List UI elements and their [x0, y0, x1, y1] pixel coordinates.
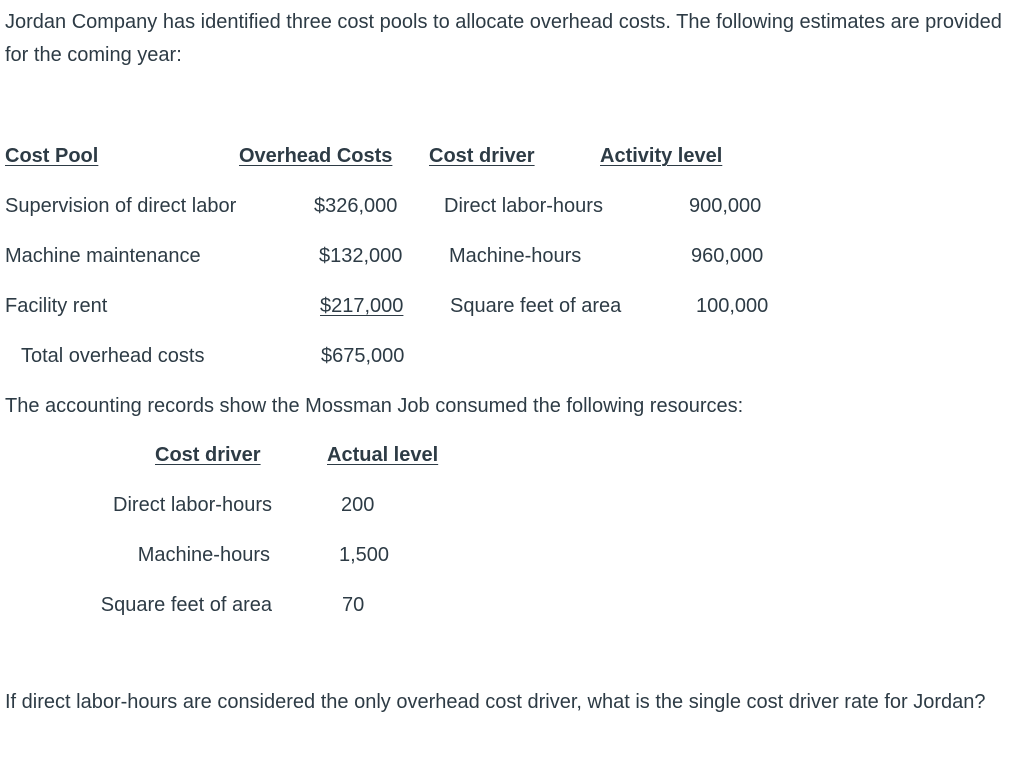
header-cost-driver: Cost driver	[429, 145, 535, 167]
row2-cost-driver: Machine-hours	[449, 245, 582, 267]
t2-row1-level: 200	[341, 494, 375, 516]
total-overhead-label: Total overhead costs	[21, 345, 205, 367]
total-overhead-value: $675,000	[321, 345, 405, 367]
middle-text: The accounting records show the Mossman Job consumed the following resources:	[5, 395, 744, 417]
row2-overhead-cost: $132,000	[319, 245, 403, 267]
row3-activity-level: 100,000	[696, 295, 769, 317]
row1-overhead-cost: $326,000	[314, 195, 398, 217]
header-activity-level: Activity level	[600, 145, 723, 167]
intro-text: Jordan Company has identified three cost pools to allocate overhead costs. The following estimates are provided for the coming year:	[5, 11, 1002, 66]
row3-overhead-cost: $217,000	[320, 295, 404, 317]
question-text: If direct labor-hours are considered the only overhead cost driver, what is the single cost driver rate for Jordan?	[5, 691, 986, 713]
row1-cost-pool: Supervision of direct labor	[5, 195, 237, 217]
t2-row2-driver: Machine-hours	[137, 544, 270, 566]
t2-row3-level: 70	[342, 594, 365, 616]
header-overhead-costs: Overhead Costs	[239, 145, 393, 167]
row1-activity-level: 900,000	[689, 195, 762, 217]
t2-header-actual-level: Actual level	[327, 444, 439, 466]
t2-row2-level: 1,500	[339, 544, 390, 566]
row1-cost-driver: Direct labor-hours	[444, 195, 603, 217]
row2-activity-level: 960,000	[691, 245, 764, 267]
t2-header-cost-driver: Cost driver	[155, 444, 261, 466]
row3-cost-driver: Square feet of area	[450, 295, 622, 317]
t2-row1-driver: Direct labor-hours	[113, 494, 272, 516]
t2-row3-driver: Square feet of area	[100, 594, 272, 616]
row2-cost-pool: Machine maintenance	[5, 245, 201, 267]
header-cost-pool: Cost Pool	[5, 145, 99, 167]
row3-cost-pool: Facility rent	[5, 295, 108, 317]
